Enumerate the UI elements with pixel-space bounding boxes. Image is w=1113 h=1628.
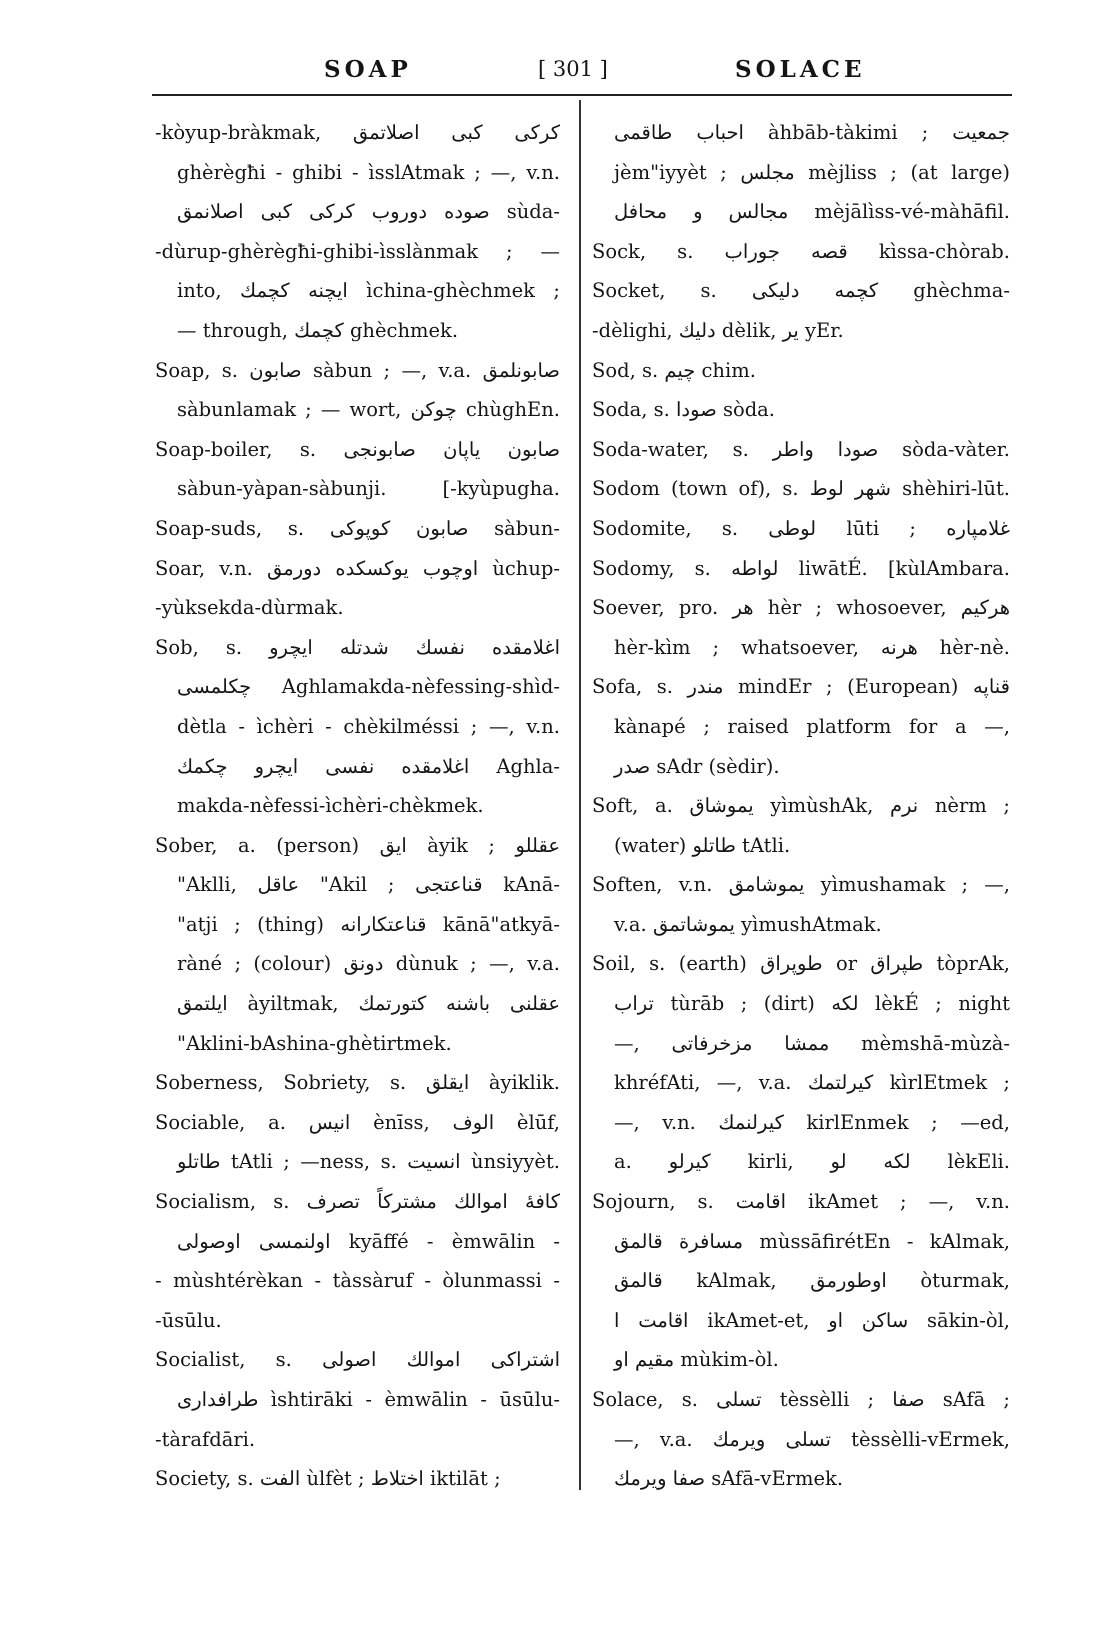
dictionary-line: Soda-water, s. صودا واطر sòda-vàter. [592,437,1010,461]
page-header [152,52,1010,86]
dictionary-line: -tàrafdāri. [155,1427,256,1451]
dictionary-line: مقیم او mùkim-òl. [614,1348,779,1372]
dictionary-line: —, v.n. کیرلنمك kirlEnmek ; —ed, [614,1110,1010,1134]
dictionary-line: Sojourn, s. اقامت ikAmet ; —, v.n. [592,1190,1010,1214]
dictionary-line: — through, کچمك ghèchmek. [177,318,459,342]
dictionary-line: —, ممشا مزخرفاتی mèmshā-mùzà- [614,1031,1010,1055]
dictionary-line: صفا ویرمك sAfā-vErmek. [614,1467,844,1491]
dictionary-line: Soft, a. یموشاق yìmùshAk, نرم nèrm ; [592,794,1010,818]
dictionary-line: - mùshtérèkan - tàssàruf - òlunmassi - [155,1269,560,1293]
dictionary-line: مسافرة قالمق mùssāfirétEn - kAlmak, [614,1229,1010,1253]
dictionary-line: -ūsūlu. [155,1308,222,1332]
dictionary-line: into, ایچنه کچمك ìchina-ghèchmek ; [177,279,560,303]
dictionary-line: ghèrègħi - ghibi - ìsslAtmak ; —, v.n. [177,160,560,184]
dictionary-line: صوده دوروب کرکی کبی اصلانمق sùda- [177,200,560,224]
dictionary-line: "Aklini-bAshina-ghètirtmek. [177,1031,452,1055]
dictionary-line: v.a. یموشاتمق yìmushAtmak. [614,912,882,936]
dictionary-line: Soberness, Sobriety, s. ایقلق àyiklik. [155,1071,560,1095]
dictionary-line: Sodomite, s. لوطی lūti ; غلامپاره [592,516,1010,540]
dictionary-line: اولنمسی اوصولی kyāffé - èmwālin - [177,1229,560,1253]
dictionary-line: -kòyup-bràkmak, کرکی کبی اصلاتمق [155,121,560,144]
dictionary-line: تراب tùrāb ; (dirt) لکه lèkÉ ; night [614,992,1010,1016]
dictionary-line: dètla - ìchèri - chèkilméssi ; —, v.n. [177,714,560,738]
dictionary-line: ایلتمق àyiltmak, عقلنی باشنه کتورتمك [177,992,560,1016]
dictionary-line: jèm"iyyèt ; مجلس mèjliss ; (at large) [614,160,1010,184]
dictionary-line: sàbunlamak ; — wort, چوکن chùghEn. [177,398,560,422]
dictionary-line: sàbun-yàpan-sàbunji. [-kyùpugha. [177,477,560,501]
dictionary-line: قالمق kAlmak, اوطورمق òturmak, [614,1269,1010,1293]
dictionary-line: Socialism, s. کافهٔ اموالك مشترکاً تصرف [155,1190,560,1214]
dictionary-line: چکلمسی Aghlamakda-nèfessing-shìd- [177,675,560,699]
dictionary-line: -yùksekda-dùrmak. [155,596,344,620]
dictionary-line: Soda, s. صودا sòda. [592,398,776,422]
header-rule [152,94,1012,96]
dictionary-line: Soap-boiler, s. صابون یاپان صابونجی [155,437,560,461]
dictionary-line: Soil, s. (earth) طوپراق or طپراق tòprAk, [592,952,1010,976]
dictionary-line: مجالس و محافل mèjālìss-vé-màhāfil. [614,200,1010,224]
left-running-headword: SOAP [324,55,412,83]
dictionary-line: hèr-kìm ; whatsoever, هرنه hèr-nè. [614,635,1010,659]
dictionary-line: Socialist, s. اشتراکی اموالك اصولی [155,1348,560,1372]
dictionary-line: احباب طاقمی àhbāb-tàkimi ; جمعیت [614,121,1010,144]
dictionary-line: Sociable, a. انیس ènīss, الوف èlūf, [155,1110,560,1134]
dictionary-line: اقامت ا ikAmet-et, ساکن او sākin-òl, [614,1308,1010,1332]
dictionary-line: -dùrup-ghèrègħi-ghibi-ìsslànmak ; — [155,239,560,263]
dictionary-line: Soever, pro. هر hèr ; whosoever, هرکیم [592,596,1010,620]
dictionary-line: صدر sAdr (sèdir). [614,754,780,778]
left-column [155,113,560,1499]
dictionary-line: (water) طاتلو tAtli. [614,833,791,857]
dictionary-line: Sob, s. اغلامقده نفسك شدتله ایچرو [155,635,560,659]
dictionary-line: -dèlighi, دلیك dèlik, یر yEr. [592,318,844,342]
dictionary-line: Soap, s. صابون sàbun ; —, v.a. صابونلمق [155,358,560,382]
dictionary-line: Sodomy, s. لواطه liwātÉ. [kùlAmbara. [592,556,1010,580]
dictionary-line: Sodom (town of), s. شهر لوط shèhiri-lūt. [592,477,1010,501]
column-divider [579,100,581,1490]
dictionary-line: kànapé ; raised platform for a —, [614,714,1010,738]
dictionary-line: Sock, s. قصه جوراب kìssa-chòrab. [592,239,1010,263]
dictionary-line: "atji ; (thing) قناعتکارانه kānā"atkyā- [177,912,560,936]
dictionary-line: طرافداری ìshtirāki - èmwālin - ūsūlu- [177,1388,560,1411]
dictionary-line: —, v.a. تسلی ویرمك tèssèlli-vErmek, [614,1427,1010,1451]
dictionary-line: makda-nèfessi-ìchèri-chèkmek. [177,794,484,818]
dictionary-line: اغلامقده نفسی ایچرو چکمك Aghla- [177,754,560,778]
right-column [592,113,1010,1499]
dictionary-line: a. کیرلو kirli, لکه لو lèkEli. [614,1150,1010,1174]
dictionary-line: Sober, a. (person) ایق àyik ; عقللو [155,833,560,857]
dictionary-line: Socket, s. کچمه دلیکی ghèchma- [592,279,1010,303]
dictionary-line: Sofa, s. مندر mindEr ; (European) قناپه [592,675,1010,699]
dictionary-line: Soar, v.n. اوچوب یوکسکده دورمق ùchup- [155,556,560,580]
dictionary-line: Soften, v.n. یموشامق yìmushamak ; —, [592,873,1010,897]
dictionary-line: Solace, s. تسلی tèssèlli ; صفا sAfā ; [592,1388,1010,1411]
dictionary-line: khréfAti, —, v.a. کیرلتمك kìrlEtmek ; [614,1071,1010,1095]
dictionary-line: ràné ; (colour) دونق dùnuk ; —, v.a. [177,952,560,976]
dictionary-line: Society, s. الفت ùlfèt ; اختلاط iktilāt ; [155,1467,501,1491]
page-number: [ 301 ] [538,57,608,81]
dictionary-line: طاتلو tAtli ; —ness, s. انسیت ùnsiyyèt. [177,1150,560,1174]
dictionary-line: Sod, s. چیم chim. [592,358,756,382]
dictionary-line: "Aklli, عاقل "Akil ; قناعتجی kAnā- [177,873,560,897]
right-running-headword: SOLACE [735,55,866,83]
dictionary-line: Soap-suds, s. صابون کوپوکی sàbun- [155,516,560,540]
